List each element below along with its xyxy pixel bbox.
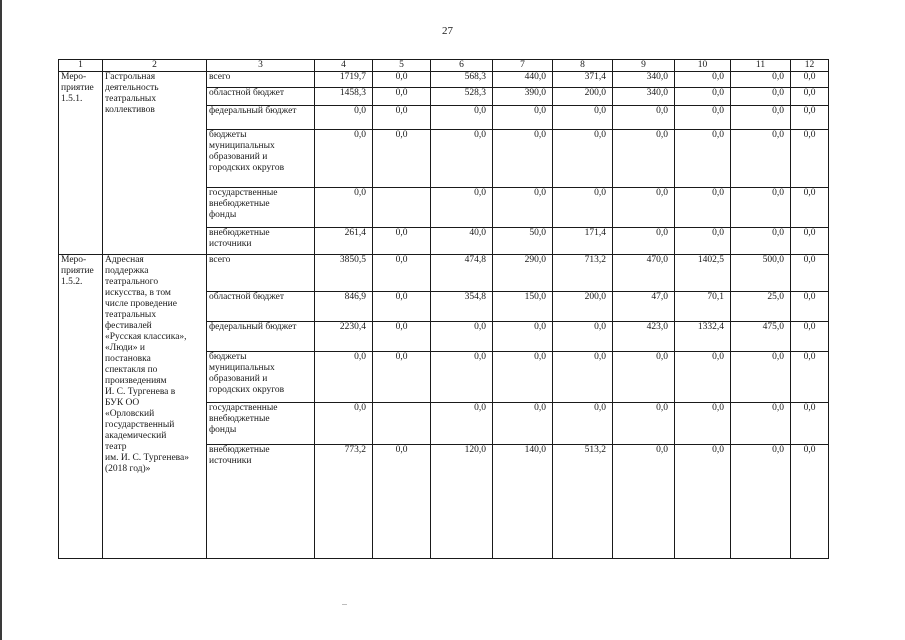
- funding-source-cell: внебюджетные источники: [207, 228, 315, 255]
- value-cell: 0,0: [791, 352, 829, 403]
- value-cell: 0,0: [431, 403, 493, 445]
- column-header: 2: [103, 60, 207, 72]
- column-header: 6: [431, 60, 493, 72]
- column-header: 9: [613, 60, 675, 72]
- value-cell: [373, 403, 431, 445]
- value-cell: 0,0: [613, 352, 675, 403]
- value-cell: 0,0: [731, 228, 791, 255]
- value-cell: 0,0: [373, 255, 431, 292]
- value-cell: 0,0: [373, 88, 431, 106]
- value-cell: 0,0: [431, 322, 493, 352]
- value-cell: 0,0: [373, 322, 431, 352]
- value-cell: 0,0: [553, 130, 613, 188]
- value-cell: [373, 188, 431, 228]
- value-cell: 0,0: [731, 72, 791, 88]
- value-cell: 50,0: [493, 228, 553, 255]
- value-cell: 0,0: [675, 228, 731, 255]
- value-cell: 0,0: [731, 130, 791, 188]
- event-name-cell: Гастрольная деятельность театральных коллективов: [103, 72, 207, 255]
- value-cell: 200,0: [553, 88, 613, 106]
- value-cell: 713,2: [553, 255, 613, 292]
- value-cell: 0,0: [731, 188, 791, 228]
- value-cell: 0,0: [731, 106, 791, 130]
- event-id-cell: Меро- приятие 1.5.2.: [59, 255, 103, 559]
- value-cell: 0,0: [791, 72, 829, 88]
- page-left-edge: [0, 0, 2, 640]
- funding-source-cell: государственные внебюджетные фонды: [207, 188, 315, 228]
- value-cell: 0,0: [613, 445, 675, 559]
- value-cell: 0,0: [613, 106, 675, 130]
- funding-source-cell: государственные внебюджетные фонды: [207, 403, 315, 445]
- value-cell: 0,0: [675, 188, 731, 228]
- column-header: 1: [59, 60, 103, 72]
- value-cell: 0,0: [553, 352, 613, 403]
- value-cell: 390,0: [493, 88, 553, 106]
- value-cell: 0,0: [675, 445, 731, 559]
- value-cell: 0,0: [791, 445, 829, 559]
- value-cell: 0,0: [373, 130, 431, 188]
- column-header: 3: [207, 60, 315, 72]
- column-header: 10: [675, 60, 731, 72]
- column-header: 12: [791, 60, 829, 72]
- value-cell: 0,0: [553, 322, 613, 352]
- value-cell: 3850,5: [315, 255, 373, 292]
- value-cell: 0,0: [431, 352, 493, 403]
- value-cell: 0,0: [373, 72, 431, 88]
- value-cell: 70,1: [675, 292, 731, 322]
- value-cell: 261,4: [315, 228, 373, 255]
- value-cell: 340,0: [613, 72, 675, 88]
- column-header: 7: [493, 60, 553, 72]
- value-cell: 0,0: [493, 352, 553, 403]
- value-cell: 40,0: [431, 228, 493, 255]
- value-cell: 0,0: [731, 445, 791, 559]
- value-cell: 140,0: [493, 445, 553, 559]
- funding-source-cell: бюджеты муниципальных образований и городских округов: [207, 130, 315, 188]
- value-cell: 0,0: [791, 130, 829, 188]
- value-cell: 0,0: [613, 188, 675, 228]
- value-cell: 354,8: [431, 292, 493, 322]
- value-cell: 474,8: [431, 255, 493, 292]
- value-cell: 1332,4: [675, 322, 731, 352]
- header-row: [59, 60, 829, 72]
- value-cell: 0,0: [613, 130, 675, 188]
- value-cell: 0,0: [791, 188, 829, 228]
- value-cell: 0,0: [731, 403, 791, 445]
- value-cell: 0,0: [431, 130, 493, 188]
- value-cell: 25,0: [731, 292, 791, 322]
- value-cell: 0,0: [675, 403, 731, 445]
- value-cell: 528,3: [431, 88, 493, 106]
- value-cell: 0,0: [315, 403, 373, 445]
- value-cell: 47,0: [613, 292, 675, 322]
- value-cell: 150,0: [493, 292, 553, 322]
- value-cell: 846,9: [315, 292, 373, 322]
- table-row: [59, 72, 829, 88]
- value-cell: 0,0: [373, 445, 431, 559]
- value-cell: 0,0: [493, 403, 553, 445]
- value-cell: 0,0: [675, 106, 731, 130]
- value-cell: 0,0: [675, 352, 731, 403]
- value-cell: 0,0: [493, 188, 553, 228]
- event-id-cell: Меро- приятие 1.5.1.: [59, 72, 103, 255]
- value-cell: 0,0: [613, 228, 675, 255]
- value-cell: 0,0: [791, 322, 829, 352]
- value-cell: 0,0: [675, 72, 731, 88]
- column-header: 5: [373, 60, 431, 72]
- value-cell: 0,0: [431, 188, 493, 228]
- funding-source-cell: бюджеты муниципальных образований и городских округов: [207, 352, 315, 403]
- value-cell: 200,0: [553, 292, 613, 322]
- value-cell: 0,0: [315, 106, 373, 130]
- column-header: 8: [553, 60, 613, 72]
- value-cell: 513,2: [553, 445, 613, 559]
- value-cell: 290,0: [493, 255, 553, 292]
- value-cell: 1402,5: [675, 255, 731, 292]
- value-cell: 0,0: [373, 292, 431, 322]
- value-cell: 0,0: [315, 352, 373, 403]
- value-cell: 371,4: [553, 72, 613, 88]
- value-cell: 0,0: [675, 130, 731, 188]
- page-number: [0, 25, 905, 37]
- value-cell: 0,0: [373, 106, 431, 130]
- value-cell: 0,0: [791, 403, 829, 445]
- value-cell: 340,0: [613, 88, 675, 106]
- funding-source-cell: внебюджетные источники: [207, 445, 315, 559]
- value-cell: 171,4: [553, 228, 613, 255]
- value-cell: 0,0: [731, 352, 791, 403]
- table-body: [59, 60, 829, 559]
- scan-mark: [342, 604, 347, 605]
- value-cell: 2230,4: [315, 322, 373, 352]
- value-cell: 0,0: [553, 403, 613, 445]
- value-cell: 0,0: [315, 130, 373, 188]
- value-cell: 475,0: [731, 322, 791, 352]
- funding-source-cell: областной бюджет: [207, 292, 315, 322]
- value-cell: 440,0: [493, 72, 553, 88]
- value-cell: 0,0: [493, 130, 553, 188]
- value-cell: 0,0: [613, 403, 675, 445]
- column-header: 11: [731, 60, 791, 72]
- table-row: [59, 255, 829, 292]
- funding-source-cell: областной бюджет: [207, 88, 315, 106]
- value-cell: 470,0: [613, 255, 675, 292]
- value-cell: 773,2: [315, 445, 373, 559]
- value-cell: 0,0: [731, 88, 791, 106]
- column-header: 4: [315, 60, 373, 72]
- funding-source-cell: всего: [207, 72, 315, 88]
- value-cell: 0,0: [493, 322, 553, 352]
- value-cell: 1719,7: [315, 72, 373, 88]
- value-cell: 0,0: [315, 188, 373, 228]
- value-cell: 1458,3: [315, 88, 373, 106]
- value-cell: 0,0: [493, 106, 553, 130]
- value-cell: 0,0: [553, 188, 613, 228]
- funding-source-cell: федеральный бюджет: [207, 322, 315, 352]
- value-cell: 0,0: [675, 88, 731, 106]
- value-cell: 0,0: [791, 106, 829, 130]
- value-cell: 0,0: [373, 228, 431, 255]
- value-cell: 0,0: [791, 255, 829, 292]
- value-cell: 0,0: [791, 88, 829, 106]
- value-cell: 120,0: [431, 445, 493, 559]
- event-name-cell: Адресная поддержка театрального искусства, в том числе проведение театральных фестивалей «Русская классика», «Люди» и постановка спектакля по произведениям И. С. Тургенева в БУК ОО «Орловский государственный академический театр им. И. С. Тургенева» (2018 год)»: [103, 255, 207, 559]
- page-number-text: 27: [442, 25, 453, 37]
- value-cell: 423,0: [613, 322, 675, 352]
- value-cell: 0,0: [791, 292, 829, 322]
- value-cell: 568,3: [431, 72, 493, 88]
- value-cell: 500,0: [731, 255, 791, 292]
- funding-source-cell: всего: [207, 255, 315, 292]
- value-cell: 0,0: [553, 106, 613, 130]
- budget-table: [58, 59, 829, 559]
- value-cell: 0,0: [373, 352, 431, 403]
- value-cell: 0,0: [791, 228, 829, 255]
- funding-source-cell: федеральный бюджет: [207, 106, 315, 130]
- value-cell: 0,0: [431, 106, 493, 130]
